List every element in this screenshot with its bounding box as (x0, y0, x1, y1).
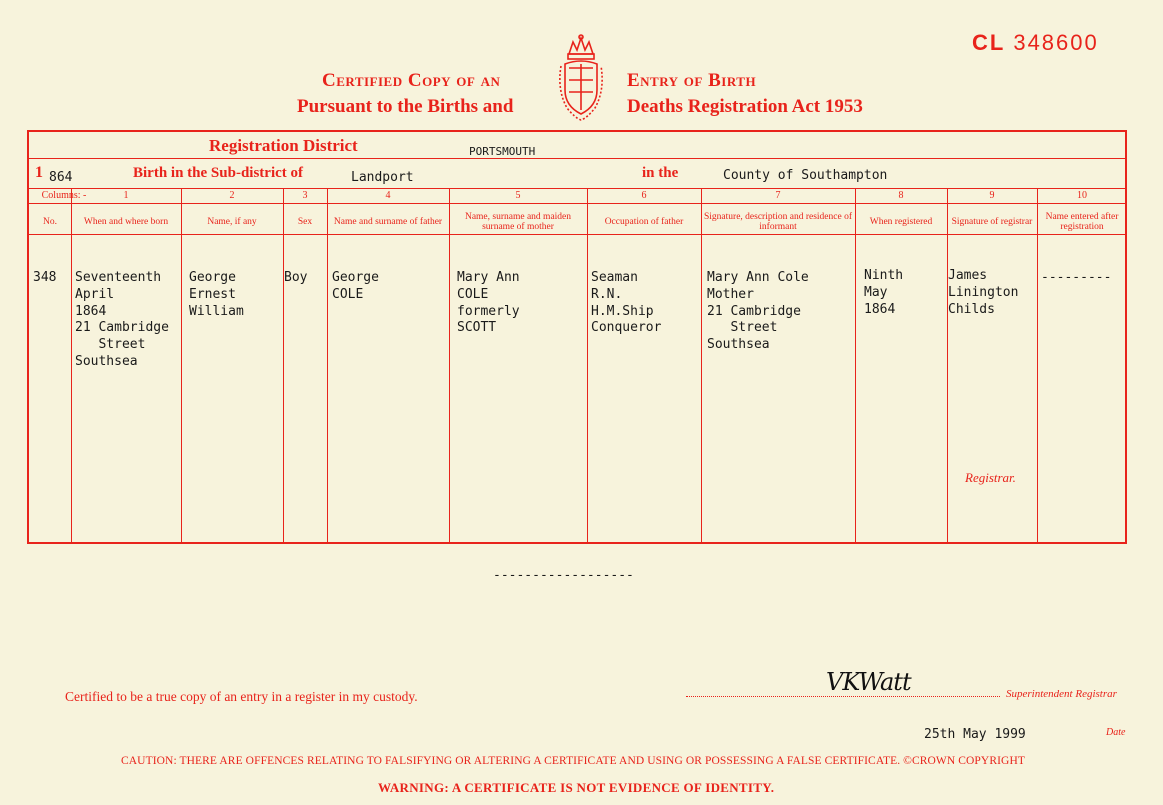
entry-when-where-born: Seventeenth April 1864 21 Cambridge Street Southsea (75, 270, 169, 369)
heading-left-line2: Pursuant to the Births and (297, 96, 514, 117)
column-number-10: 10 (1077, 190, 1087, 201)
header-mother: Name, surname and maiden surname of mother (464, 212, 572, 232)
entry-sex: Boy (284, 270, 308, 285)
registrar-label: Registrar. (965, 470, 1016, 485)
column-number-6: 6 (641, 190, 647, 201)
heading-left-line1: Certified Copy of an (322, 70, 501, 91)
royal-crest-icon (553, 34, 609, 124)
column-number-1: 1 (123, 190, 129, 201)
certified-statement: Certified to be a true copy of an entry in a register in my custody. (65, 689, 418, 704)
header-occupation: Occupation of father (604, 217, 684, 227)
caution-notice: CAUTION: THERE ARE OFFENCES RELATING TO FALSIFYING OR ALTERING A CERTIFICATE AND USING OR POSSESSING A FALSE CERTIFICATE. ©CROWN COPYRIGHT (121, 755, 1025, 767)
entry-no: 348 (33, 270, 57, 285)
birth-in-subdistrict-label: Birth in the Sub-district of (133, 165, 304, 181)
superintendent-registrar-label: Superintendent Registrar (1006, 688, 1117, 700)
column-number-8: 8 (898, 190, 904, 201)
year-value: 864 (49, 170, 73, 185)
header-sex: Sex (297, 217, 313, 227)
column-number-4: 4 (385, 190, 391, 201)
year-prefix: 1 (35, 164, 43, 181)
columns-label: Columns: - (41, 190, 87, 201)
header-registrar-signature: Signature of registrar (951, 217, 1033, 227)
entry-when-registered: Ninth May 1864 (864, 268, 904, 317)
sub-district-value: Landport (351, 170, 414, 185)
entry-name-after-registration: --------- (1041, 270, 1112, 285)
register-entry-form (27, 130, 1127, 544)
county-value: County of Southampton (723, 168, 888, 183)
registration-district-label: Registration District (209, 136, 358, 155)
certificate-date: 25th May 1999 (924, 727, 1026, 742)
column-number-9: 9 (989, 190, 995, 201)
header-informant: Signature, description and residence of informant (704, 212, 852, 232)
header-no: No. (43, 217, 57, 227)
entry-informant: Mary Ann Cole Mother 21 Cambridge Street Southsea (707, 270, 809, 353)
header-when-where-born: When and where born (83, 217, 169, 227)
column-number-5: 5 (515, 190, 521, 201)
entry-occupation: Seaman R.N. H.M.Ship Conqueror (591, 270, 662, 336)
in-the-label: in the (642, 165, 679, 181)
header-name: Name, if any (207, 217, 257, 227)
entry-registrar-signature: James Linington Childs (948, 268, 1019, 317)
entry-father: George COLE (332, 270, 379, 302)
date-label: Date (1106, 727, 1126, 738)
column-number-3: 3 (302, 190, 308, 201)
serial-number: 348600 (1013, 30, 1099, 55)
certificate-serial (972, 30, 1099, 56)
registration-district-value: PORTSMOUTH (469, 145, 536, 158)
header-father: Name and surname of father (333, 217, 443, 227)
entry-mother: Mary Ann COLE formerly SCOTT (457, 270, 520, 336)
serial-prefix: CL (972, 30, 1006, 55)
below-form-dashes: ------------------ (493, 568, 634, 583)
heading-right-line2: Deaths Registration Act 1953 (627, 96, 863, 117)
header-name-after-registration: Name entered after registration (1045, 212, 1119, 232)
column-number-7: 7 (775, 190, 781, 201)
header-when-registered: When registered (869, 217, 933, 227)
column-number-2: 2 (229, 190, 235, 201)
heading-right-line1: Entry of Birth (627, 70, 757, 91)
superintendent-signature: VKWatt (826, 668, 911, 696)
entry-name: George Ernest William (189, 270, 244, 319)
warning-notice: WARNING: A CERTIFICATE IS NOT EVIDENCE OF IDENTITY. (378, 780, 775, 795)
